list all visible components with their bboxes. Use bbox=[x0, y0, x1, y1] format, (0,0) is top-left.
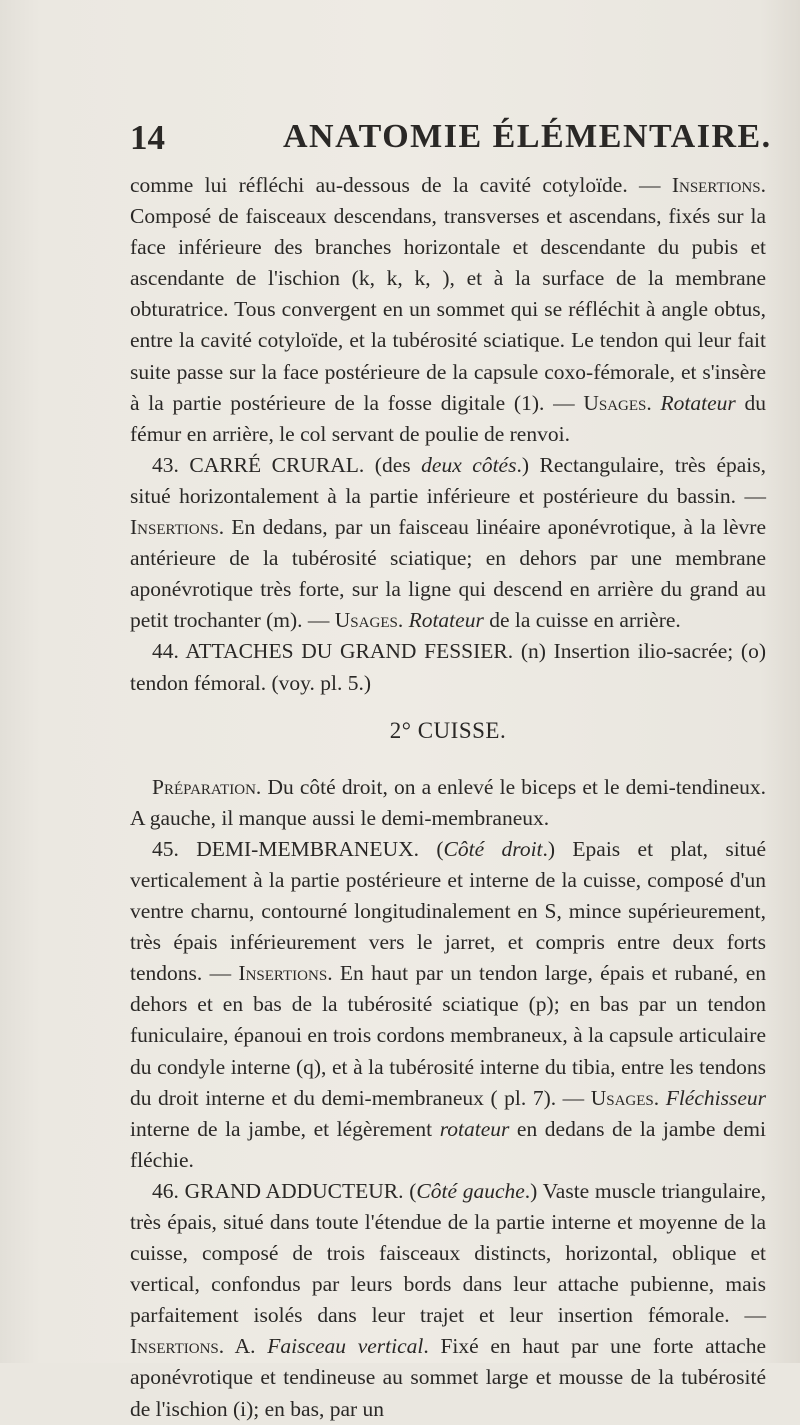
italic-term: Côté gauche bbox=[416, 1178, 525, 1203]
text-run: 45. DEMI-MEMBRANEUX. ( bbox=[152, 836, 444, 861]
text-run: . bbox=[397, 608, 409, 633]
text-run: 46. GRAND ADDUCTEUR. ( bbox=[152, 1178, 417, 1203]
body-text bbox=[130, 170, 766, 1425]
italic-term: Rotateur bbox=[660, 390, 736, 415]
italic-term: Faisceau vertical bbox=[267, 1334, 424, 1359]
paragraph-46-grand-adducteur bbox=[130, 1176, 766, 1425]
text-run: . bbox=[646, 390, 661, 415]
text-run: 44. ATTACHES DU GRAND FESSIER. (n) Insertion ilio-sacrée; (o) tendon fémoral. (voy. pl. 5.) bbox=[130, 639, 766, 695]
text-run: . En dedans, par un faisceau linéaire aponévrotique, à la lèvre antérieure de la tubérosité sciatique; en dehors par une membrane aponévrotique très forte, sur la ligne qui descend en arrière du grand au petit trochanter (m). — bbox=[130, 515, 766, 633]
text-run: .) Vaste muscle triangulaire, très épais, situé dans toute l'étendue de la partie interne et moyenne de la cuisse, composé de trois faisceaux distincts, horizontal, oblique et vertical, confondus par leurs bords dans leur attache pubienne, mais parfaitement isolés dans leur trajet et leur insertion fémorale. — bbox=[130, 1178, 766, 1328]
italic-term: Côté droit bbox=[443, 836, 543, 861]
text-run: . bbox=[653, 1085, 666, 1110]
italic-term: rotateur bbox=[439, 1116, 510, 1141]
text-run: .) Epais et plat, situé verticalement à la partie postérieure et interne de la cuisse, composé d'un ventre charnu, contourné longitudinalement en S, mince supérieurement, très épais inférieurement vers le jarret, et compris entre deux forts tendons. — bbox=[130, 836, 766, 986]
page-number: 14 bbox=[130, 118, 165, 157]
section-label-usages: Usages bbox=[590, 1085, 654, 1110]
running-title: ANATOMIE ÉLÉMENTAIRE. bbox=[283, 118, 772, 155]
section-label-insertions: Insertions bbox=[130, 1334, 219, 1359]
paragraph-43-carre-crural bbox=[130, 450, 766, 637]
text-run: .) Rectangulaire, très épais, situé horizontalement à la partie inférieure et postérieure du bassin. — bbox=[130, 452, 766, 508]
text-run: . Du côté droit, on a enlevé le biceps et le demi-tendineux. A gauche, il manque aussi le demi-membraneux. bbox=[130, 774, 766, 830]
italic-term: Fléchisseur bbox=[665, 1085, 766, 1110]
text-run: 43. CARRÉ CRURAL. (des bbox=[152, 452, 422, 477]
text-run: interne de la jambe, et légèrement bbox=[130, 1116, 440, 1141]
section-label-insertions: Insertions bbox=[671, 173, 761, 197]
text-run: . Composé de faisceaux descendans, transverses et ascendans, fixés sur la face inférieure des branches horizontale et descendante du pubis et ascendante de l'ischion (k, k, k, ), et à la surface de la membrane obturatrice. Tous convergent en un sommet qui se réfléchit à angle obtus, entre la cavité cotyloïde, et la tubérosité sciatique. Le tendon qui leur fait suite passe sur la face postérieure de la capsule coxo-fémorale, et s'insère à la partie postérieure de la fosse digitale (1). — bbox=[130, 173, 766, 415]
text-run: en dedans de la jambe demi fléchie. bbox=[130, 1116, 766, 1172]
paragraph-44-grand-fessier bbox=[130, 636, 766, 698]
paragraph-preparation bbox=[130, 772, 766, 834]
text-run: de la cuisse en arrière. bbox=[483, 608, 681, 633]
section-label-insertions: Insertions bbox=[238, 961, 328, 986]
section-label-preparation: Préparation bbox=[152, 774, 256, 799]
italic-term: deux côtés bbox=[421, 452, 517, 477]
paragraph-45-demi-membraneux bbox=[130, 834, 766, 1176]
text-run: . A. bbox=[218, 1334, 268, 1359]
text-run: comme lui réfléchi au-dessous de la cavité cotyloïde. — bbox=[130, 173, 672, 197]
italic-term: Rotateur bbox=[408, 608, 484, 633]
section-label-insertions: Insertions bbox=[130, 515, 219, 540]
paragraph-obturator-end bbox=[130, 170, 766, 450]
section-label-usages: Usages bbox=[334, 608, 398, 633]
text-run: du fémur en arrière, le col servant de poulie de renvoi. bbox=[130, 390, 767, 446]
section-heading: 2° CUISSE. bbox=[389, 717, 507, 743]
section-label-usages: Usages bbox=[583, 390, 647, 415]
page-header bbox=[110, 118, 772, 158]
text-run: . En haut par un tendon large, épais et rubané, en dehors et en bas de la tubérosité sciatique (p); en bas par un tendon funiculaire, épanoui en trois cordons membraneux, à la capsule articulaire du condyle interne (q), et à la tubérosité interne du tibia, entre les tendons du droit interne et du demi-membraneux ( pl. 7). — bbox=[130, 961, 766, 1110]
text-run: . Fixé en haut par une forte attache aponévrotique et tendineuse au sommet large et mousse de la tubérosité de l'ischion (i); en bas, par un bbox=[130, 1334, 766, 1421]
